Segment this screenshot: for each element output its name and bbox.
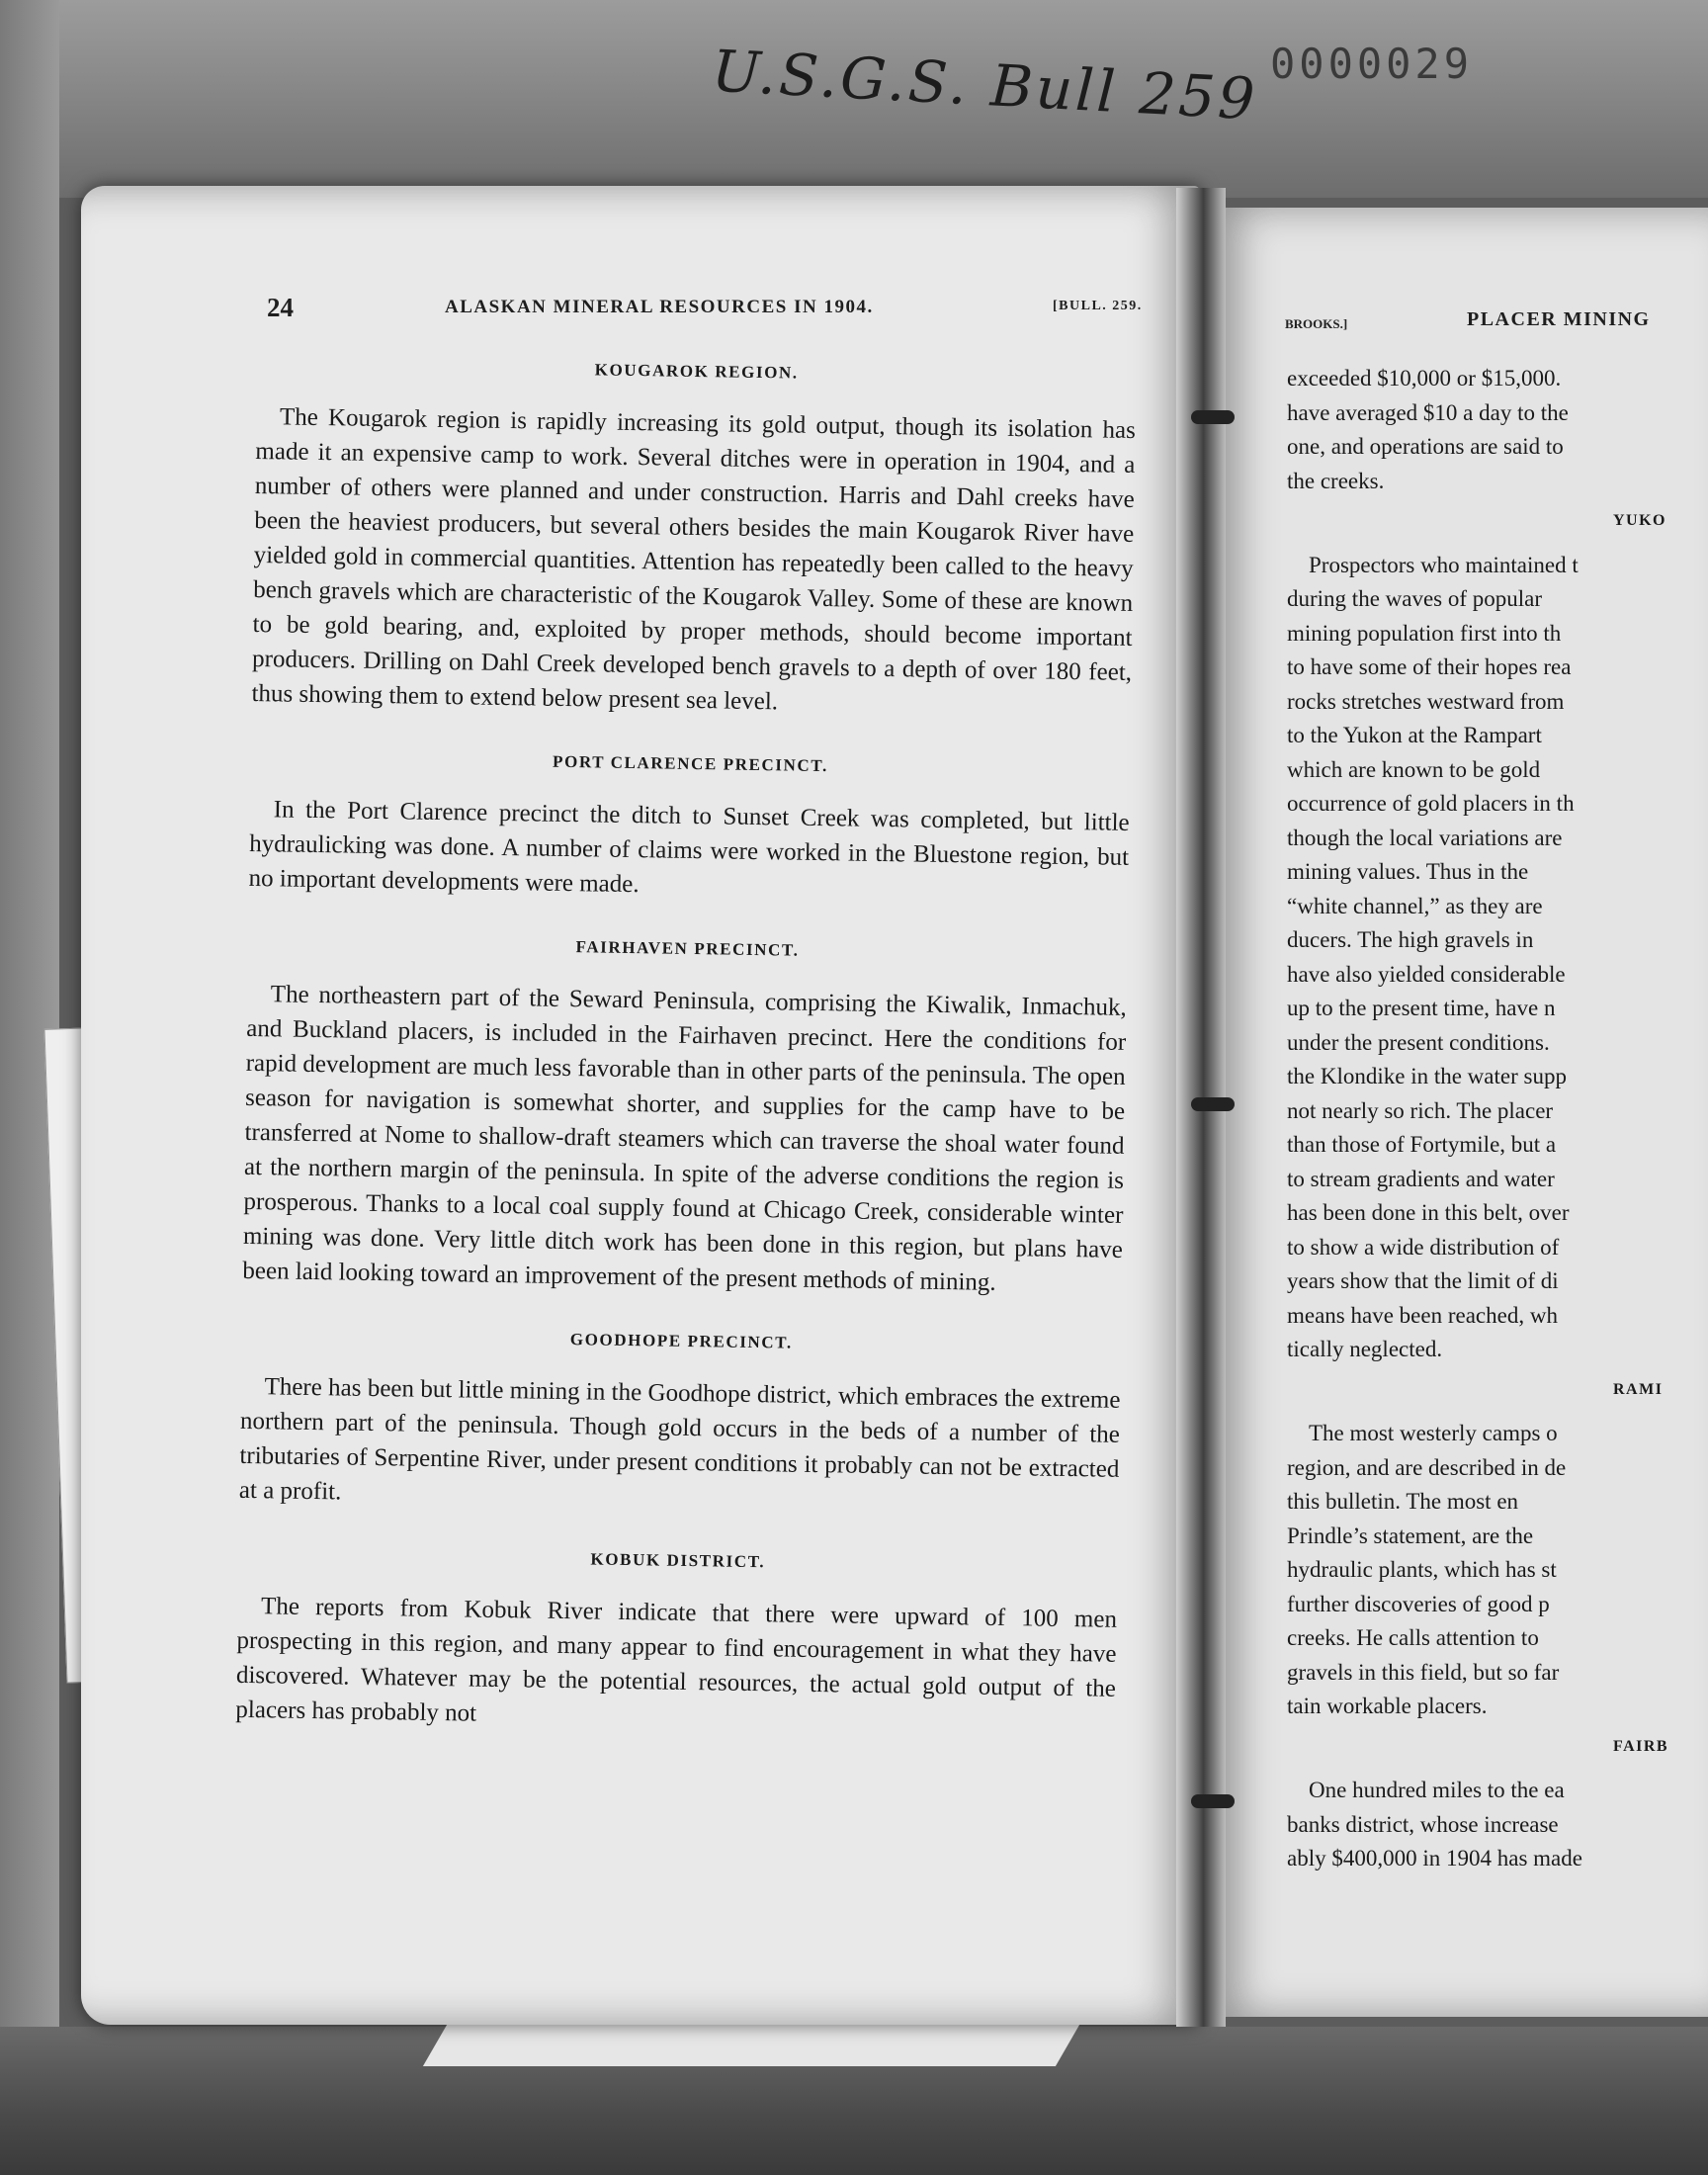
right-page-line: have also yielded considerable xyxy=(1287,961,1566,987)
section-heading: GOODHOPE PRECINCT. xyxy=(569,1330,793,1352)
right-page-line: mining population first into th xyxy=(1287,620,1562,646)
right-page-line: the creeks. xyxy=(1287,468,1385,493)
right-page-line: banks district, whose increase xyxy=(1287,1811,1559,1837)
author-reference: BROOKS.] xyxy=(1285,316,1348,331)
stamp-number: 0000029 xyxy=(1270,40,1474,88)
right-page-line: The most westerly camps o xyxy=(1309,1421,1558,1445)
right-page-line: during the waves of popular xyxy=(1287,586,1543,611)
section-paragraph: The northeastern part of the Seward Peninsula, comprising the Kiwalik, Inmachuk, and Buckland placers, is included in the Fairhaven precinct. Here the conditions for rapid development are much less favorable than in other parts of the peninsula. The open season for navigation is somewhat shorter, and supplies for the camp have to be transferred at Nome to shallow-draft steamers which can traverse the shoal water found at the northern margin of the peninsula. In spite of the adverse conditions the region is prosperous. Thanks to a local coal supply found at Chicago Creek, considerable winter mining was done. Very little ditch work has been done in this region, but plans have been laid looking toward an improvement of the present methods of mining. xyxy=(242,981,1127,1296)
right-page-line: rocks stretches westward from xyxy=(1287,688,1565,714)
right-page-line: has been done in this belt, over xyxy=(1287,1200,1570,1225)
bulletin-reference: [BULL. 259. xyxy=(1053,299,1143,313)
right-running-title: PLACER MINING xyxy=(1467,308,1651,330)
right-section-heading: RAMI xyxy=(1613,1380,1664,1398)
running-title: ALASKAN MINERAL RESOURCES IN 1904. xyxy=(445,297,874,317)
right-page-line: ducers. The high gravels in xyxy=(1287,927,1534,952)
right-page-line: under the present conditions. xyxy=(1287,1029,1550,1055)
right-section-heading: FAIRB xyxy=(1613,1737,1669,1755)
section-heading: KOUGAROK REGION. xyxy=(594,360,799,383)
right-page-line: hydraulic plants, which has st xyxy=(1287,1557,1557,1582)
right-page-line: to stream gradients and water xyxy=(1287,1166,1555,1191)
section-heading: FAIRHAVEN PRECINCT. xyxy=(575,937,800,960)
section-paragraph: In the Port Clarence precinct the ditch to Sunset Creek was completed, but little hydraulicking was done. A number of claims were worked in the Bluestone region, but no important developments were made. xyxy=(248,796,1130,899)
right-page-line: means have been reached, wh xyxy=(1287,1302,1558,1328)
right-page-line: further discoveries of good p xyxy=(1287,1591,1550,1616)
right-page-line: tically neglected. xyxy=(1287,1337,1443,1361)
right-page-line: One hundred miles to the ea xyxy=(1309,1778,1565,1802)
section-heading: KOBUK DISTRICT. xyxy=(590,1549,766,1572)
section-heading: PORT CLARENCE PRECINCT. xyxy=(552,751,829,776)
right-page-line: occurrence of gold placers in th xyxy=(1287,791,1575,816)
section-paragraph: The reports from Kobuk River indicate that there were upward of 100 men prospecting in this region, and many appear to find encouragement in what they have discovered. Whatever may be the potential resources, the actual gold output of the placers has probably not xyxy=(235,1593,1118,1727)
binding-stitch xyxy=(1191,410,1235,424)
paper-slip-tab xyxy=(423,2025,1079,2066)
right-page-line: creeks. He calls attention to xyxy=(1287,1625,1539,1650)
right-page-line: have averaged $10 a day to the xyxy=(1287,399,1569,425)
right-page-line: to show a wide distribution of xyxy=(1287,1234,1560,1260)
right-page-line: this bulletin. The most en xyxy=(1287,1489,1519,1514)
right-page-line: to have some of their hopes rea xyxy=(1287,654,1572,679)
right-page-line: Prindle’s statement, are the xyxy=(1287,1522,1534,1548)
right-page-line: “white channel,” as they are xyxy=(1287,893,1543,918)
right-page-line: exceeded $10,000 or $15,000. xyxy=(1287,366,1562,391)
right-page-line: region, and are described in de xyxy=(1287,1454,1567,1480)
right-page-line: ably $400,000 in 1904 has made xyxy=(1287,1846,1582,1870)
right-page-line: tain workable placers. xyxy=(1287,1694,1488,1718)
left-page-text xyxy=(235,352,1137,1741)
binding-stitch xyxy=(1191,1794,1235,1808)
section-paragraph: There has been but little mining in the Goodhope district, which embraces the extreme northern part of the peninsula. Though gold occurs in the beds of a number of the tributaries of Serpentine River, under present conditions it probably can not be extracted at a profit. xyxy=(238,1373,1121,1506)
right-page-line: which are known to be gold xyxy=(1287,756,1541,782)
right-page-line: not nearly so rich. The placer xyxy=(1287,1097,1554,1123)
right-page-line: though the local variations are xyxy=(1287,825,1563,850)
right-page-line: one, and operations are said to xyxy=(1287,434,1564,459)
right-page-text xyxy=(1287,362,1708,1876)
right-page-line: up to the present time, have n xyxy=(1287,996,1556,1020)
right-section-heading: YUKO xyxy=(1613,512,1666,529)
page-number: 24 xyxy=(267,293,294,322)
binding-stitch xyxy=(1191,1097,1235,1111)
right-page-line: the Klondike in the water supp xyxy=(1287,1064,1567,1088)
handwritten-annotation: U.S.G.S. Bull 259 xyxy=(710,37,1259,133)
right-page-line: years show that the limit of di xyxy=(1287,1268,1559,1293)
right-page-line: mining values. Thus in the xyxy=(1287,859,1529,884)
right-page-line: gravels in this field, but so far xyxy=(1287,1659,1560,1685)
right-page-line: to the Yukon at the Rampart xyxy=(1287,723,1542,747)
right-page-line: Prospectors who maintained t xyxy=(1309,552,1579,577)
right-page-line: than those of Fortymile, but a xyxy=(1287,1132,1557,1157)
section-paragraph: The Kougarok region is rapidly increasing its gold output, though its isolation has made it an expensive camp to work. Several ditches were in operation in 1904, and a number of others were planned and under construction. Harris and Dahl creeks have been the heaviest producers, but several others besides the main Kougarok River have yielded gold in commercial quantities. Attention has repeatedly been called to the heavy bench gravels which are characteristic of the Kougarok Valley. Some of these are known to be gold bearing, and, exploited by proper methods, should become important producers. Drilling on Dahl Creek developed bench gravels to a depth of over 180 feet, thus showing them to extend below present sea level. xyxy=(251,403,1137,716)
